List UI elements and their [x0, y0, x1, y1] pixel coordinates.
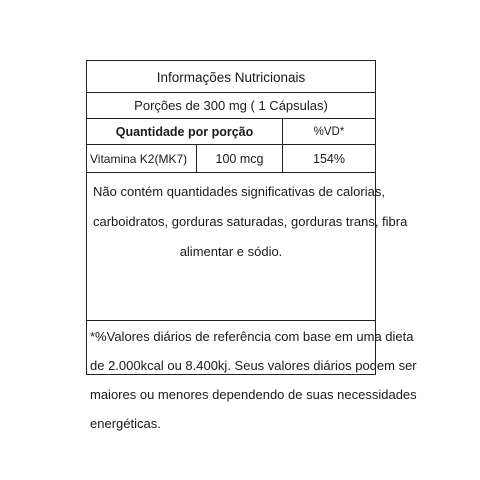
vd-header: %VD* [313, 125, 345, 138]
table-title-row [87, 61, 375, 93]
nutrition-facts-table [86, 60, 417, 431]
nutrient-amount: 100 mcg [197, 145, 283, 172]
footnote-line: de 2.000kcal ou 8.400kj. Seus valores diários podem ser [90, 358, 417, 373]
note-line: carboidratos, gorduras saturadas, gorduras trans, fibra [93, 214, 408, 229]
footnote-line: maiores ou menores dependendo de suas necessidades [90, 387, 417, 402]
note-line: alimentar e sódio. [179, 244, 283, 259]
daily-values-footnote [87, 321, 417, 436]
footnote-text [90, 322, 417, 438]
footnote-line: energéticas. [90, 416, 161, 431]
portion-size: Porções de 300 mg ( 1 Cápsulas) [134, 98, 328, 113]
column-header-row [87, 119, 375, 145]
nutrient-name: Vitamina K2(MK7) [87, 145, 197, 172]
note-text [93, 177, 408, 267]
portion-row [87, 93, 375, 119]
quantity-header: Quantidade por porção [87, 119, 283, 144]
insignificant-amounts-note [87, 173, 408, 321]
nutrient-vd: 154% [313, 151, 345, 166]
table-title: Informações Nutricionais [156, 70, 306, 85]
footnote-line: *%Valores diários de referência com base em uma dieta [90, 329, 414, 344]
note-line: Não contém quantidades significativas de calorias, [93, 184, 385, 199]
table-row [87, 145, 375, 173]
